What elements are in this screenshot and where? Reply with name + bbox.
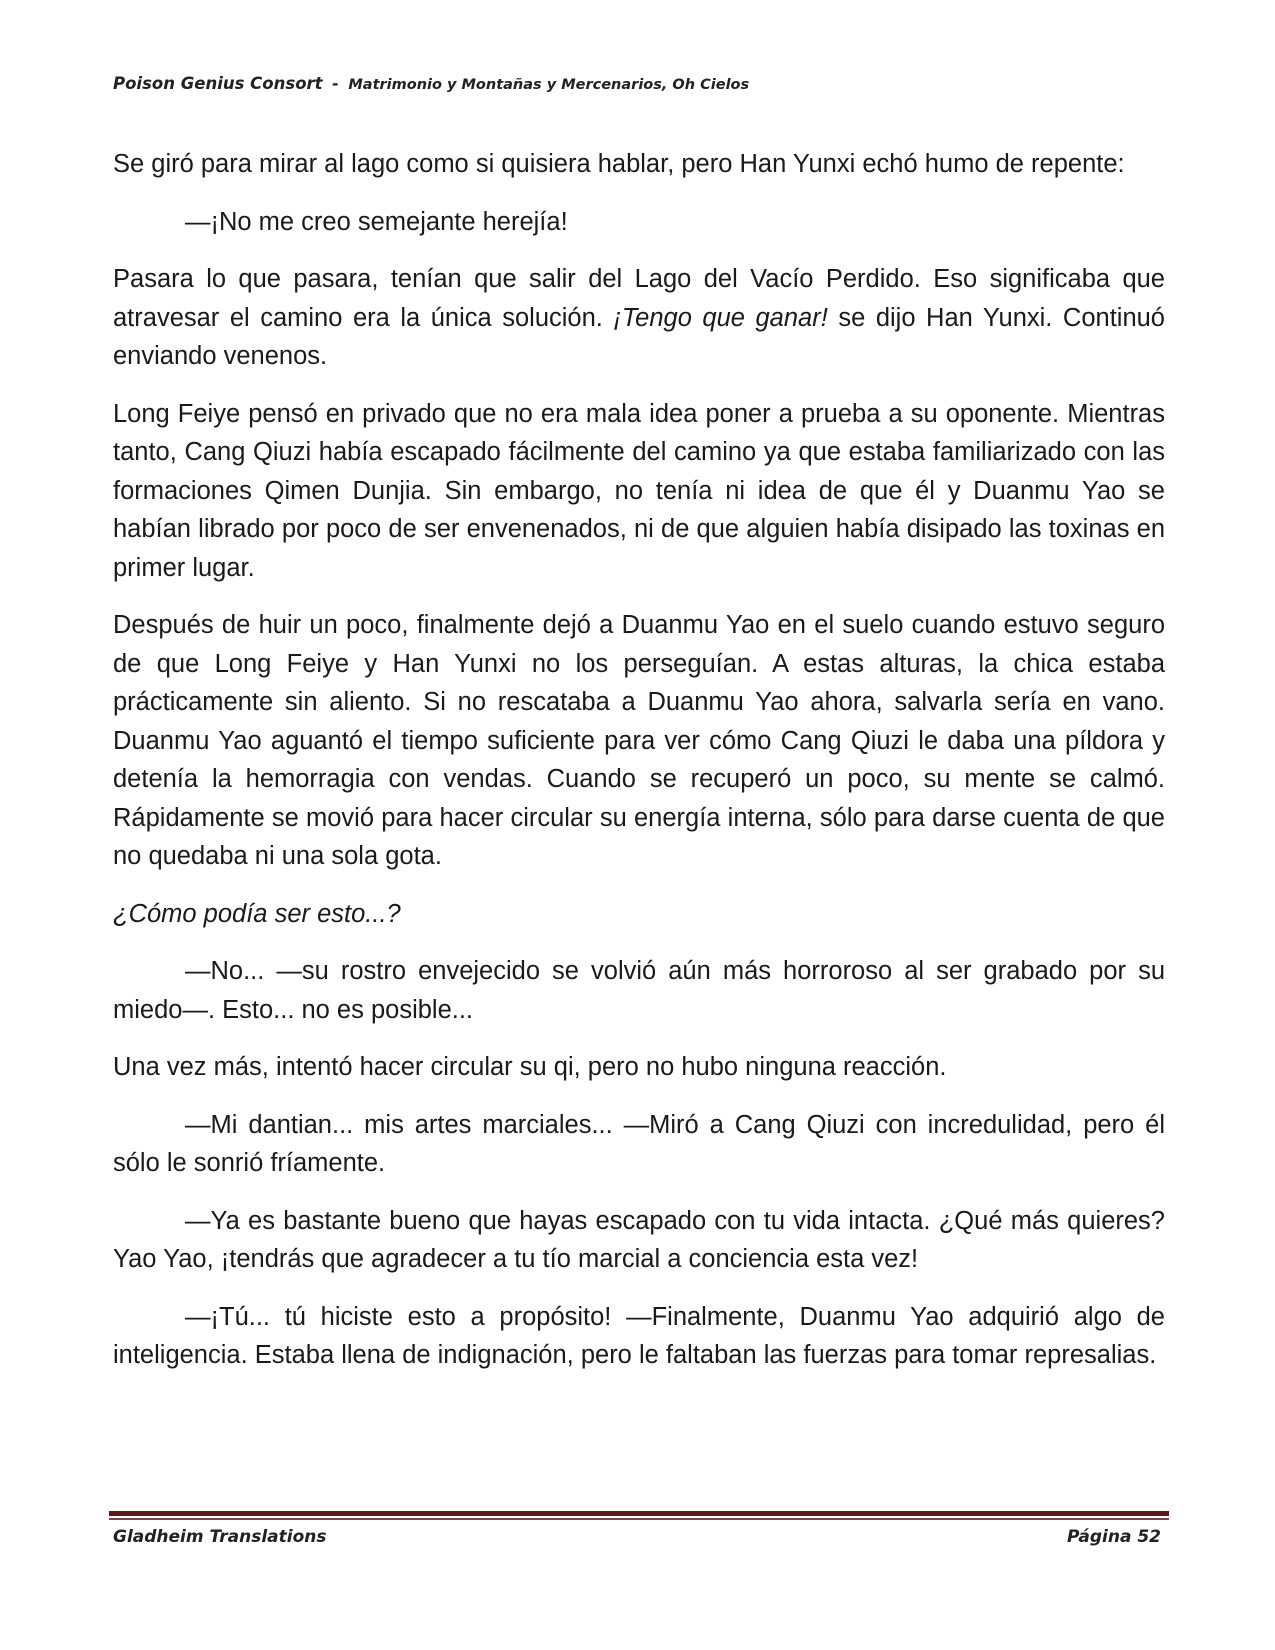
footer-rule bbox=[109, 1511, 1169, 1516]
paragraph: Después de huir un poco, finalmente dejó a Duanmu Yao en el suelo cuando estuvo seguro de que Long Feiye y Han Yunxi no los perseguían. A estas alturas, la chica estaba prácticamente sin aliento. Si no rescataba a Duanmu Yao ahora, salvarla sería en vano. Duanmu Yao aguantó el tiempo suficiente para ver cómo Cang Qiuzi le daba una píldora y detenía la hemorragia con vendas. Cuando se recuperó un poco, su mente se calmó. Rápidamente se movió para hacer circular su energía interna, sólo para darse cuenta de que no quedaba ni una sola gota. bbox=[113, 611, 1165, 870]
paragraph: Long Feiye pensó en privado que no era mala idea poner a prueba a su oponente. Mientras tanto, Cang Qiuzi había escapado fácilmente del camino ya que estaba familiarizado con las formaciones Qimen Dunjia. Sin embargo, no tenía ni idea de que él y Duanmu Yao se habían librado por poco de ser envenenados, ni de que alguien había disipado las toxinas en primer lugar. bbox=[113, 399, 1165, 582]
paragraph-text: se dijo Han Yunxi. Continuó enviando venenos. bbox=[113, 303, 1165, 370]
book-title: Poison Genius Consort bbox=[113, 74, 323, 93]
dialogue-paragraph: —Mi dantian... mis artes marciales... —Miró a Cang Qiuzi con incredulidad, pero él sólo le sonrió fríamente. bbox=[113, 1110, 1165, 1177]
italic-thought-paragraph bbox=[113, 895, 1165, 934]
italic-thought: ¡Tengo que ganar! bbox=[613, 303, 828, 332]
footer-rule-thin bbox=[109, 1518, 1169, 1520]
paragraph: Se giró para mirar al lago como si quisiera hablar, pero Han Yunxi echó humo de repente: bbox=[113, 150, 1125, 178]
dialogue-paragraph: —Ya es bastante bueno que hayas escapado con tu vida intacta. ¿Qué más quieres? Yao Yao, ¡tendrás que agradecer a tu tío marcial a conciencia esta vez! bbox=[113, 1206, 1165, 1273]
page-header bbox=[113, 74, 749, 93]
dialogue-paragraph: —No... —su rostro envejecido se volvió aún más horroroso al ser grabado por su miedo—. Esto... no es posible... bbox=[113, 957, 1165, 1024]
translator-credit: Gladheim Translations bbox=[113, 1527, 327, 1547]
italic-thought: ¿Cómo podía ser esto...? bbox=[113, 899, 401, 928]
header-separator: - bbox=[332, 74, 339, 93]
page-body bbox=[113, 145, 1165, 1375]
dialogue-paragraph: —¡No me creo semejante herejía! bbox=[185, 207, 568, 236]
paragraph: Una vez más, intentó hacer circular su qi, pero no hubo ninguna reacción. bbox=[113, 1053, 947, 1081]
dialogue-paragraph: —¡Tú... tú hiciste esto a propósito! —Finalmente, Duanmu Yao adquirió algo de inteligencia. Estaba llena de indignación, pero le faltaban las fuerzas para tomar represalias. bbox=[113, 1302, 1165, 1369]
chapter-subtitle: Matrimonio y Montañas y Mercenarios, Oh Cielos bbox=[348, 77, 750, 93]
paragraph bbox=[113, 260, 1165, 376]
page-number: Página 52 bbox=[1067, 1527, 1161, 1547]
paragraph-text: Pasara lo que pasara, tenían que salir del Lago del Vacío Perdido. Eso significaba que atravesar el camino era la única solución. bbox=[113, 265, 1165, 332]
